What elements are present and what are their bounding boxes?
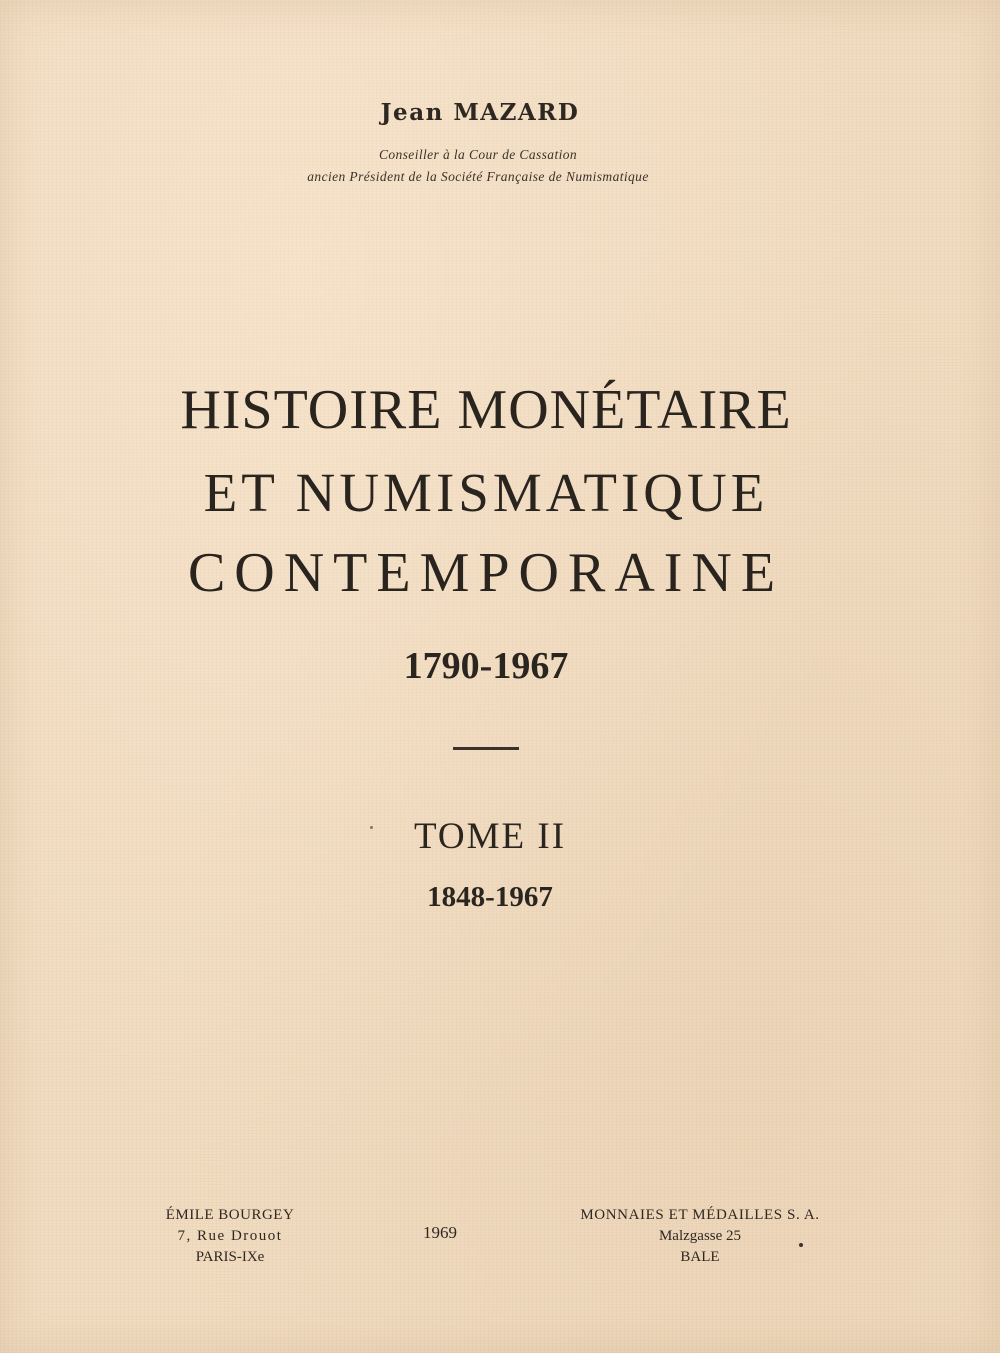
paper-speck bbox=[799, 1243, 803, 1247]
volume-label: TOME II bbox=[413, 816, 567, 857]
publication-year: 1969 bbox=[423, 1223, 457, 1242]
title-line-2: ET NUMISMATIQUE bbox=[203, 462, 769, 523]
author-name: Jean MAZARD bbox=[380, 99, 580, 126]
publisher-left-name: ÉMILE BOURGEY bbox=[165, 1207, 295, 1223]
title-dates: 1790-1967 bbox=[403, 645, 569, 687]
title-line-1: HISTOIRE MONÉTAIRE bbox=[180, 379, 792, 441]
publisher-right-street: Malzgasse 25 bbox=[658, 1228, 742, 1244]
author-credential-1: Conseiller à la Cour de Cassation bbox=[378, 147, 578, 162]
publisher-right-city: BALE bbox=[680, 1249, 720, 1265]
publisher-left-street: 7, Rue Drouot bbox=[177, 1228, 283, 1244]
publisher-right bbox=[560, 1205, 840, 1268]
title-line-3: CONTEMPORAINE bbox=[187, 542, 785, 604]
paper-speck bbox=[370, 826, 373, 829]
author-credential-2: ancien Président de la Société Française de Numismatique bbox=[307, 169, 649, 184]
publisher-left-city: PARIS-IXe bbox=[195, 1249, 265, 1265]
publisher-right-name: MONNAIES ET MÉDAILLES S. A. bbox=[580, 1207, 820, 1223]
volume-dates: 1848-1967 bbox=[427, 881, 553, 913]
divider-rule bbox=[453, 747, 519, 750]
publisher-left bbox=[150, 1205, 310, 1268]
